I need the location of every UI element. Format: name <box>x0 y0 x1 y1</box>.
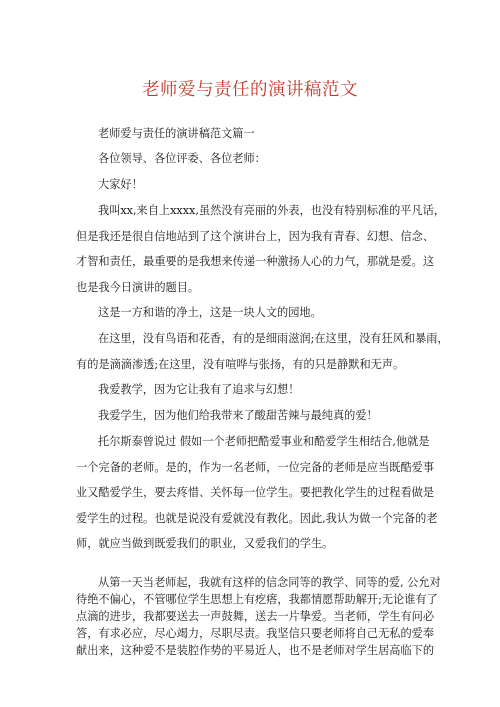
paragraph-line: 托尔斯泰曾说过 假如一个老师把酷爱事业和酷爱学生相结合,他就是 <box>98 435 430 448</box>
paragraph-line: 我叫xx,来自上xxxx,虽然没有亮丽的外表，也没有特别标准的平凡话， <box>98 204 446 217</box>
paragraph-introduction <box>76 198 446 300</box>
salutation-greeting: 大家好！ <box>98 178 143 191</box>
paragraph-line: 待绝不偏心，不管哪位学生思想上有疙瘩，我都情愿帮助解开;无论谁有了 <box>76 593 438 606</box>
paragraph-love-teaching: 我爱教学，因为它让我有了追求与幻想！ <box>98 383 300 396</box>
paragraph-line: 但是我还是很自信地站到了这个演讲台上，因为我有青春、幻想、信念、 <box>76 229 435 243</box>
paragraph-line: 点滴的进步，我都要送去一声鼓舞，送去一片挚爱。当老师，学生有问必 <box>76 610 435 623</box>
paragraph-line: 在这里，没有鸟语和花香，有的是细雨滋润;在这里，没有狂风和暴雨， <box>98 332 449 345</box>
paragraph-line: 才智和责任，最重要的是我想来传递一种激扬人心的力气，那就是爱。这 <box>76 255 435 269</box>
paragraph-line: 师，就应当做到既爱我们的职业，又爱我们的学生。 <box>76 537 334 551</box>
paragraph-tolstoy <box>76 429 438 557</box>
paragraph-line: 也是我今日演讲的题目。 <box>76 280 200 294</box>
paragraph-harmony: 这是一方和谐的净土，这是一块人文的园地。 <box>98 306 322 319</box>
subtitle: 老师爱与责任的演讲稿范文篇一 <box>98 127 255 140</box>
paragraph-line: 从第一天当老师起，我就有这样的信念同等的教学、同等的爱, 公允对 <box>98 576 441 589</box>
document-title: 老师爱与责任的演讲稿范文 <box>142 80 358 100</box>
paragraph-first-day <box>76 574 441 659</box>
paragraph-line: 献出来，这种爱不是装腔作势的平易近人，也不是老师对学生居高临下的 <box>76 644 435 657</box>
paragraph-line: 有的是滴滴渗透;在这里，没有喧哗与张扬，有的只是静默和无声。 <box>76 357 405 371</box>
paragraph-here <box>76 326 449 377</box>
paragraph-line: 一个完备的老师。是的，作为一名老师，一位完备的老师是应当既酷爱事 <box>76 460 435 474</box>
paragraph-love-students: 我爱学生，因为他们给我带来了酸甜苦辣与最纯真的爱！ <box>98 409 378 422</box>
salutation-audience: 各位领导、各位评委、各位老师： <box>98 152 266 165</box>
paragraph-line: 业又酷爱学生，要去疼惜、关怀每一位学生。要把教化学生的过程看做是 <box>76 486 435 500</box>
paragraph-line: 爱学生的过程。也就是说没有爱就没有教化。因此,我认为做一个完备的老 <box>76 511 438 525</box>
paragraph-line: 答，有求必应，尽心竭力，尽职尽责。我坚信只要老师将自己无私的爱奉 <box>76 627 435 640</box>
